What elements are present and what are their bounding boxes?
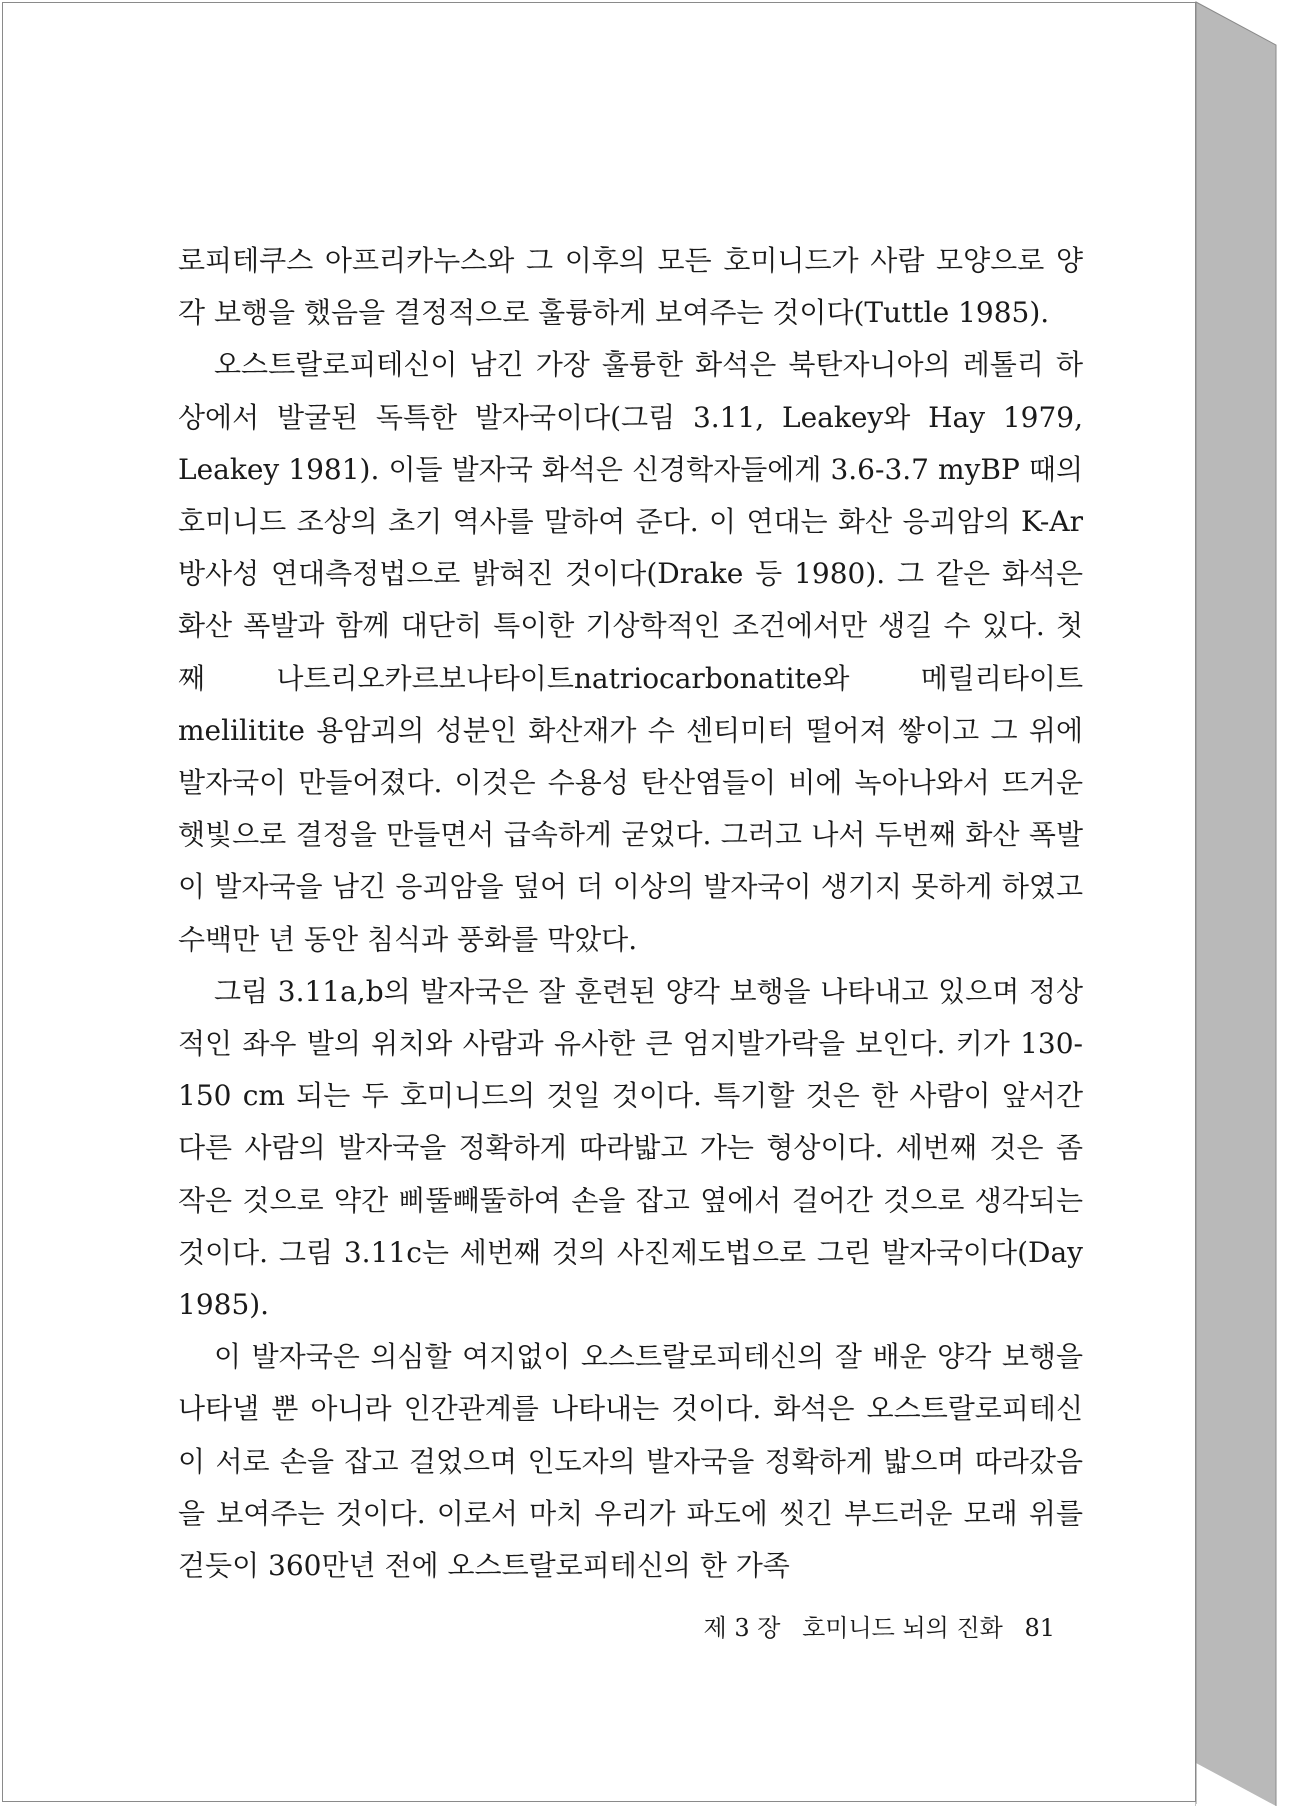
running-footer (610, 1608, 1055, 1643)
page-number: 81 (1024, 1614, 1055, 1642)
paragraph-1: 로피테쿠스 아프리카누스와 그 이후의 모든 호미니드가 사람 모양으로 양각 보행을 했음을 결정적으로 훌륭하게 보여주는 것이다(Tuttle 1985). (178, 244, 1083, 330)
body-text (178, 235, 1083, 1592)
paragraph-4: 이 발자국은 의심할 여지없이 오스트랄로피테신의 잘 배운 양각 보행을 나타낼 뿐 아니라 인간관계를 나타내는 것이다. 화석은 오스트랄로피테신이 서로 손을 잡고 걸었으며 인도자의 발자국을 정확하게 밟으며 따라갔음을 보여주는 것이다. 이로서 마치 우리가 파도에 씻긴 부드러운 모래 위를 걷듯이 360만년 전에 오스트랄로피테신의 한 가족 (178, 1340, 1083, 1583)
paragraph-3: 그림 3.11a,b의 발자국은 잘 훈련된 양각 보행을 나타내고 있으며 정상적인 좌우 발의 위치와 사람과 유사한 큰 엄지발가락을 보인다. 키가 130-150 cm 되는 두 호미니드의 것일 것이다. 특기할 것은 한 사람이 앞서간 다른 사람의 발자국을 정확하게 따라밟고 가는 형상이다. 세번째 것은 좀 작은 것으로 약간 삐뚤빼뚤하여 손을 잡고 옆에서 걸어간 것으로 생각되는 것이다. 그림 3.11c는 세번째 것의 사진제도법으로 그린 발자국이다(Day 1985). (178, 974, 1084, 1322)
paragraph-2: 오스트랄로피테신이 남긴 가장 훌륭한 화석은 북탄자니아의 레톨리 하상에서 발굴된 독특한 발자국이다(그림 3.11, Leakey와 Hay 1979, Leakey 1981). 이들 발자국 화석은 신경학자들에게 3.6-3.7 myBP 때의 호미니드 조상의 초기 역사를 말하여 준다. 이 연대는 화산 응괴암의 K-Ar 방사성 연대측정법으로 밝혀진 것이다(Drake 등 1980). 그 같은 화석은 화산 폭발과 함께 대단히 특이한 기상학적인 조건에서만 생길 수 있다. 첫째 나트리오카르보나타이트natriocarbonatite와 메릴리타이트melilitite 용암괴의 성분인 화산재가 수 센티미터 떨어져 쌓이고 그 위에 발자국이 만들어졌다. 이것은 수용성 탄산염들이 비에 녹아나와서 뜨거운 햇빛으로 결정을 만들면서 급속하게 굳었다. 그러고 나서 두번째 화산 폭발이 발자국을 남긴 응괴암을 덮어 더 이상의 발자국이 생기지 못하게 하였고 수백만 년 동안 침식과 풍화를 막았다. (178, 348, 1083, 956)
chapter-label: 제 3 장 (703, 1614, 781, 1642)
chapter-title: 호미니드 뇌의 진화 (802, 1614, 1003, 1642)
